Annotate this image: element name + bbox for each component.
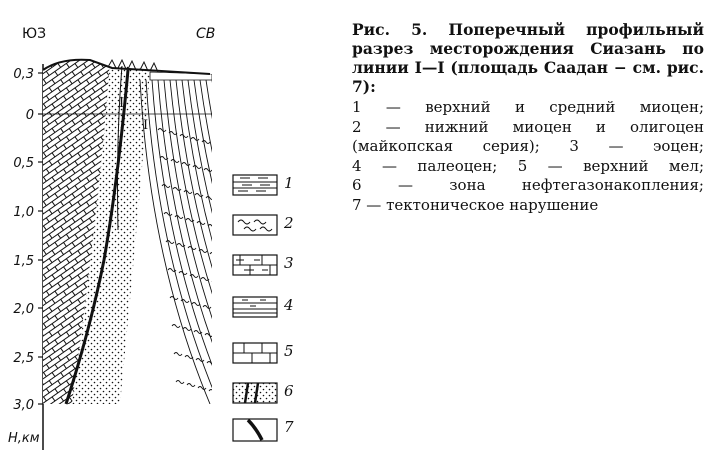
caption-line: 1 — верхний и средний миоцен;: [352, 98, 704, 116]
bedding-squiggle: [176, 381, 184, 384]
caption-line: 7 — тектоническое нарушение: [352, 195, 599, 214]
bedding-squiggle: [212, 281, 220, 284]
bedding-squiggle: [191, 138, 199, 141]
legend-number: 1: [284, 174, 294, 192]
bedding-squiggle: [202, 141, 210, 144]
direction-sw-label: ЮЗ: [22, 26, 47, 42]
depth-tick-label: 0,3: [13, 67, 34, 82]
depth-tick-label: 1,5: [13, 254, 34, 269]
bedding-squiggle: [171, 160, 179, 163]
depth-tick-label: 0: [25, 108, 34, 123]
bedding-squiggle: [216, 337, 224, 340]
legend-swatch-accumulation: [232, 382, 278, 404]
bedding-squiggle: [187, 384, 195, 387]
bedding-squiggle: [220, 393, 228, 396]
bedding-squiggle: [209, 390, 217, 393]
bedding-squiggle: [208, 225, 216, 228]
depth-tick-label: 1,0: [13, 205, 34, 220]
bedding-squiggle: [164, 213, 172, 216]
legend-number: 3: [284, 254, 294, 272]
bedding-squiggle: [218, 365, 226, 368]
legend-swatch-paleocene: [232, 296, 278, 318]
legend-item-3: [232, 254, 302, 278]
bedding-squiggle: [210, 253, 218, 256]
direction-ne-label: СВ: [196, 26, 216, 42]
legend-item-6: [232, 382, 302, 406]
section-label-side: I: [143, 118, 149, 133]
bedding-squiggle: [158, 129, 166, 132]
bedding-squiggle: [166, 241, 174, 244]
figure-caption: [352, 20, 704, 215]
legend-item-5: [232, 342, 302, 366]
bedding-squiggle: [203, 306, 211, 309]
caption-title: Рис. 5. Поперечный профильный разрез месторождения Сиазань по линии I—I (площадь Саадан − см. рис. 7):: [352, 20, 704, 96]
legend-number: 5: [284, 342, 294, 360]
bedding-squiggle: [198, 387, 206, 390]
depth-tick-label: 2,0: [13, 302, 34, 317]
bedding-squiggle: [196, 359, 204, 362]
legend-swatch-maikop: [232, 214, 278, 236]
caption-line: (майкопская серия); 3 — эоцен;: [352, 137, 704, 155]
bedding-squiggle: [183, 328, 191, 331]
caption-line: 2 — нижний миоцен и олигоцен: [352, 117, 704, 136]
legend-number: 7: [284, 418, 294, 436]
bedding-squiggle: [206, 197, 214, 200]
legend-swatch-miocene: [232, 174, 278, 196]
caption-body: [352, 98, 704, 215]
legend-swatch-fault: [232, 418, 278, 442]
depth-ticks: [13, 67, 43, 413]
legend-item-7: [232, 418, 302, 442]
bedding-squiggle: [174, 353, 182, 356]
bedding-squiggle: [195, 194, 203, 197]
bedding-squiggle: [173, 188, 181, 191]
bedding-squiggle: [181, 300, 189, 303]
depth-tick-label: 2,5: [13, 351, 34, 366]
legend: [232, 172, 302, 452]
bedding-squiggle: [182, 163, 190, 166]
legend-swatch-eocene: [232, 254, 278, 276]
legend-number: 2: [284, 214, 294, 232]
legend-number: 4: [284, 296, 294, 314]
legend-item-2: [232, 214, 302, 238]
bedding-squiggle: [214, 309, 222, 312]
depth-tick-label: 0,5: [13, 156, 34, 171]
bedding-squiggle: [162, 185, 170, 188]
caption-line: 6 — зона нефтегазонакопления;: [352, 176, 704, 194]
bedding-squiggle: [180, 135, 188, 138]
bedding-squiggle: [204, 169, 212, 172]
depth-tick-label: 3,0: [13, 398, 34, 413]
legend-number: 6: [284, 382, 294, 400]
legend-swatch-cretaceous: [232, 342, 278, 364]
bedding-squiggle: [172, 325, 180, 328]
section-label-top: I: [119, 96, 125, 111]
depth-axis-unit: Н,км: [8, 431, 40, 446]
legend-item-1: [232, 174, 302, 198]
bedding-squiggle: [175, 216, 183, 219]
caption-line: 4 — палеоцен; 5 — верхний мел;: [352, 156, 704, 175]
legend-item-4: [232, 296, 302, 320]
bedding-squiggle: [193, 166, 201, 169]
bedding-squiggle: [184, 191, 192, 194]
